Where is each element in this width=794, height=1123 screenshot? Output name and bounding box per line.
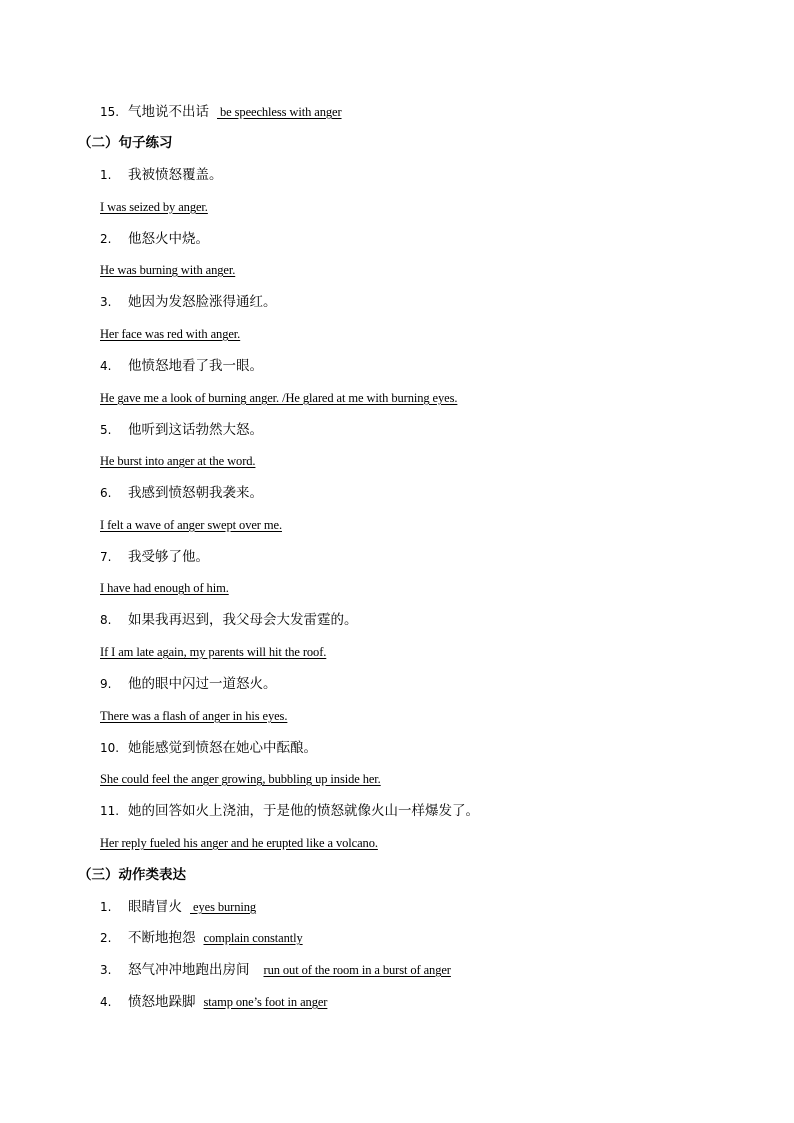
english-answer: She could feel the anger growing, bubbling up inside her. [100,772,381,786]
sentence-prompt [100,422,263,439]
sentence-answer [100,835,378,852]
chinese-sentence: 她能感觉到愤怒在她心中酝酿。 [128,740,317,756]
english-answer: He was burning with anger. [100,263,236,277]
phrase-item [100,899,256,916]
english-answer: run out of the room in a burst of anger [263,963,451,977]
sentence-prompt [100,358,263,375]
english-answer: stamp one’s foot in anger [203,995,328,1009]
english-answer: Her face was red with anger. [100,327,241,341]
english-answer: He burst into anger at the word. [100,454,256,468]
english-answer: He gave me a look of burning anger. /He glared at me with burning eyes. [100,391,458,405]
sentence-answer [100,580,229,597]
english-answer: I have had enough of him. [100,581,229,595]
item-number: 3. [100,295,112,309]
sentence-prompt [100,612,358,629]
item-number: 7. [100,550,112,564]
sentence-answer [100,771,381,788]
chinese-phrase: 怒气冲冲地跑出房间 [128,962,250,978]
section-heading-actions: （三）动作类表达 [78,867,186,883]
sentence-prompt [100,676,277,693]
chinese-sentence: 我受够了他。 [128,549,209,565]
phrase-item [100,994,327,1011]
phrase-item [100,962,451,979]
sentence-answer [100,708,287,725]
section-heading-sentences: （二）句子练习 [78,135,173,151]
item-number: 3. [100,963,112,977]
chinese-sentence: 我被愤怒覆盖。 [128,167,223,183]
sentence-prompt [100,294,277,311]
sentence-prompt [100,803,479,820]
phrase-item-15 [100,104,342,121]
english-answer: be speechless with anger [217,105,342,119]
item-number: 6. [100,486,112,500]
sentence-answer [100,453,255,470]
item-number: 4. [100,995,112,1009]
sentence-answer [100,199,208,216]
english-answer: If I am late again, my parents will hit the roof. [100,645,327,659]
chinese-sentence: 我感到愤怒朝我袭来。 [128,485,263,501]
english-answer: Her reply fueled his anger and he erupted like a volcano. [100,836,378,850]
chinese-sentence: 她因为发怒脸涨得通红。 [128,294,277,310]
item-number: 2. [100,232,112,246]
english-answer: There was a flash of anger in his eyes. [100,709,288,723]
item-number: 5. [100,423,112,437]
sentence-answer [100,326,240,343]
chinese-sentence: 他怒火中烧。 [128,231,209,247]
chinese-phrase: 愤怒地跺脚 [128,994,196,1010]
item-number: 1. [100,900,112,914]
english-answer: complain constantly [203,931,303,945]
item-number: 11. [100,804,120,818]
sentence-answer [100,517,282,534]
item-number: 8. [100,613,112,627]
item-number: 15. [100,105,120,119]
item-number: 4. [100,359,112,373]
sentence-answer [100,644,326,661]
english-answer: eyes burning [190,900,257,914]
chinese-sentence: 他的眼中闪过一道怒火。 [128,676,277,692]
item-number: 10. [100,741,120,755]
phrase-item [100,930,303,947]
chinese-sentence: 他愤怒地看了我一眼。 [128,358,263,374]
english-answer: I was seized by anger. [100,200,208,214]
item-number: 1. [100,168,112,182]
sentence-answer [100,390,457,407]
english-answer: I felt a wave of anger swept over me. [100,518,282,532]
sentence-answer [100,262,235,279]
sentence-prompt [100,485,263,502]
sentence-prompt [100,740,317,757]
chinese-phrase: 气地说不出话 [128,104,209,120]
chinese-sentence: 如果我再迟到，我父母会大发雷霆的。 [128,612,358,628]
sentence-prompt [100,167,223,184]
chinese-phrase: 不断地抱怨 [128,930,196,946]
sentence-prompt [100,549,209,566]
item-number: 9. [100,677,112,691]
chinese-sentence: 他听到这话勃然大怒。 [128,422,263,438]
item-number: 2. [100,931,112,945]
chinese-phrase: 眼睛冒火 [128,899,182,915]
sentence-prompt [100,231,209,248]
chinese-sentence: 她的回答如火上浇油，于是他的愤怒就像火山一样爆发了。 [128,803,479,819]
